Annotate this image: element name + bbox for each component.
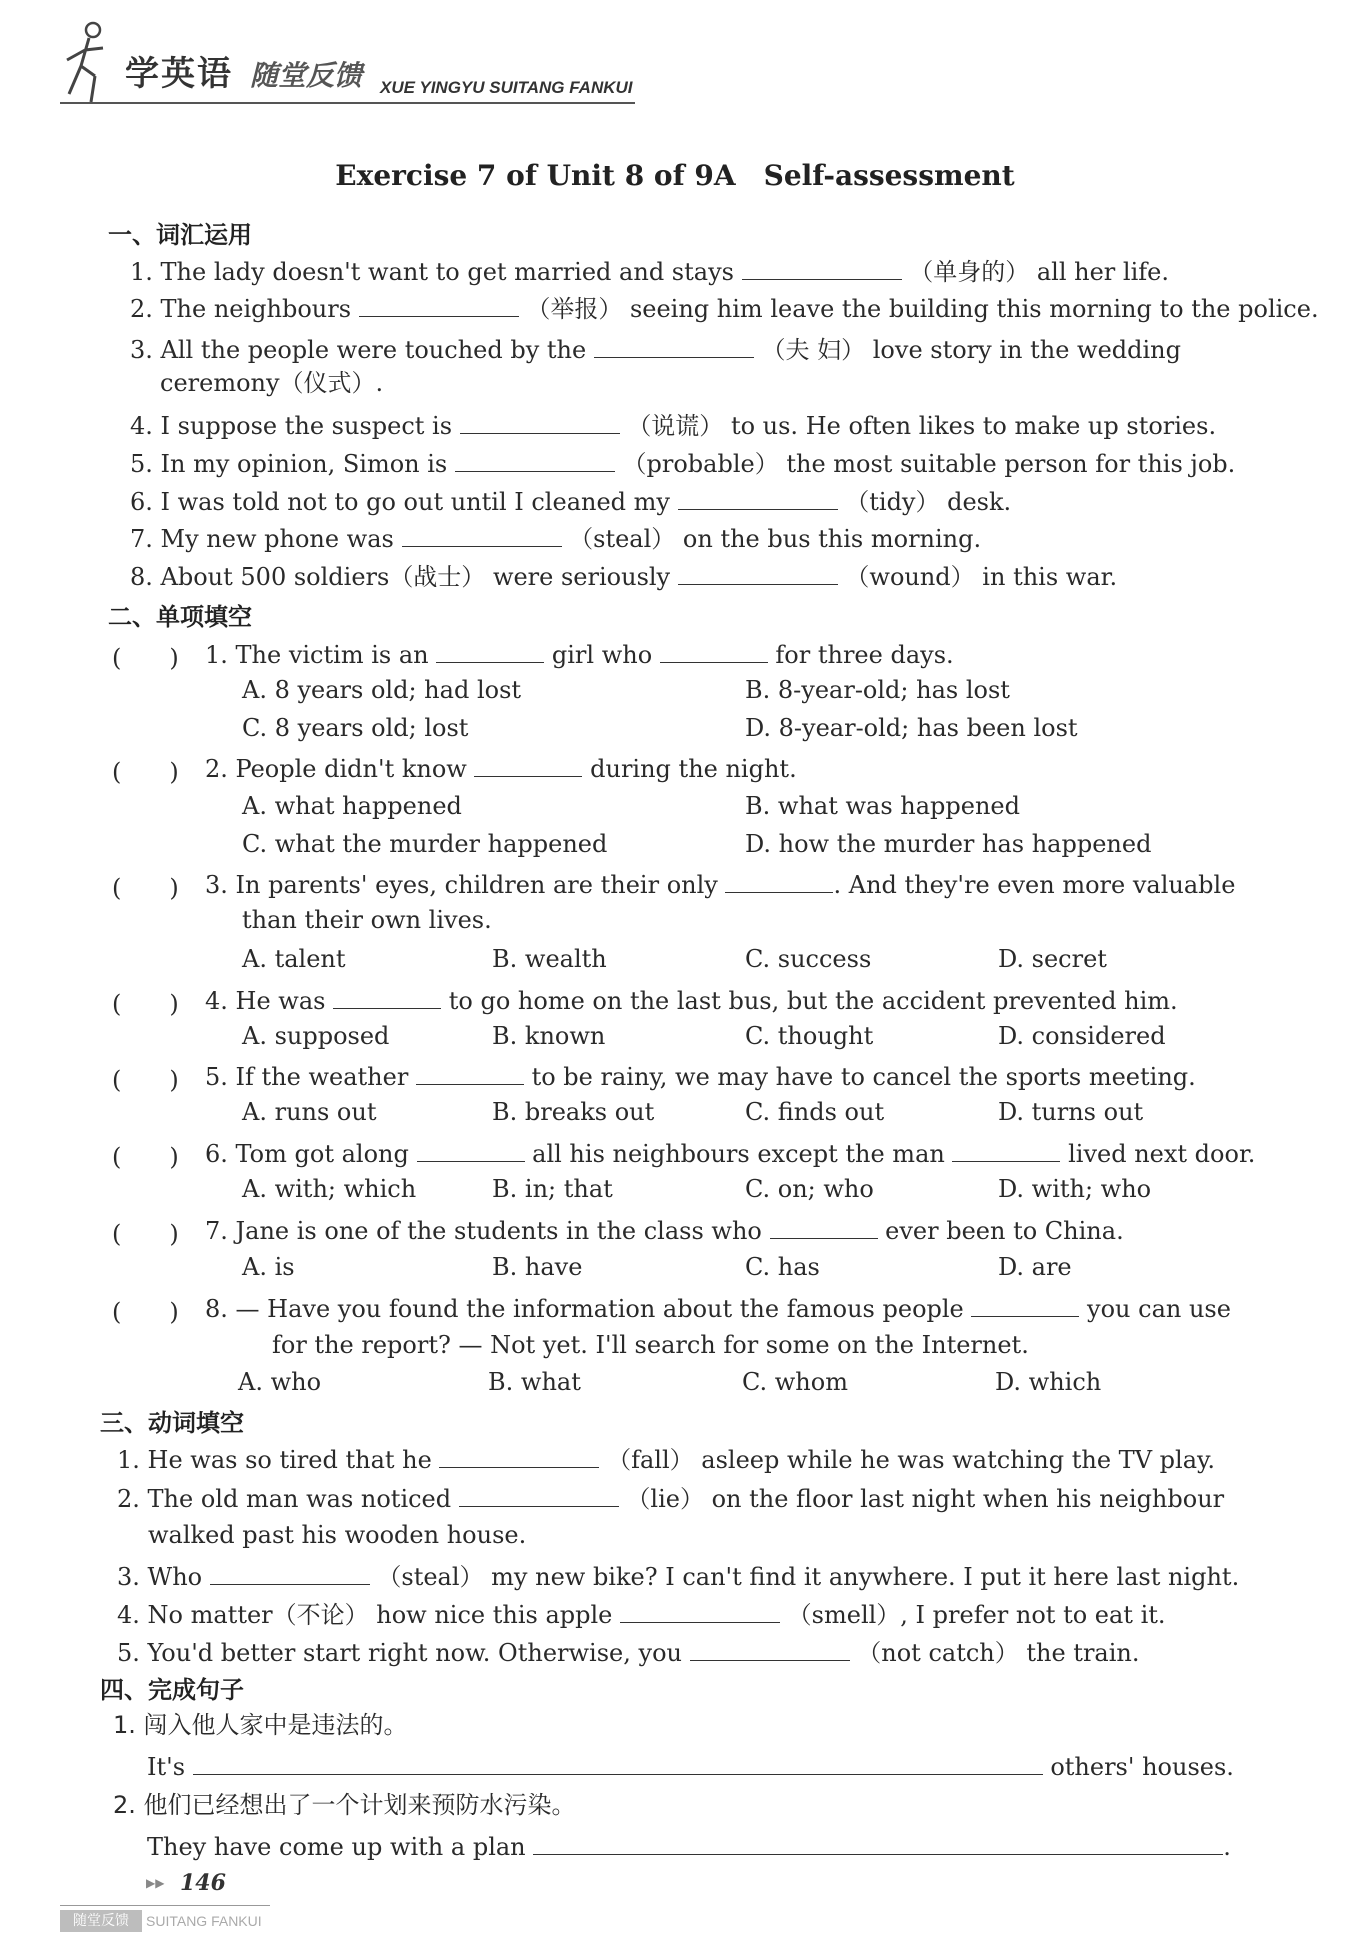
vocab-q3 <box>130 333 1181 365</box>
verbs-q1-hint: （fall） asleep while he was watching the TV play. <box>607 1446 1216 1474</box>
mc-q8-option-b[interactable]: B. what <box>488 1368 581 1396</box>
mc-q3 <box>205 868 1235 900</box>
mc-q8-blank[interactable] <box>971 1292 1079 1317</box>
vocab-q3-hint: （夫 妇） love story in the wedding <box>761 336 1182 364</box>
verbs-q3-hint: （steal） my new bike? I can't find it anywhere. I put it here last night. <box>377 1563 1240 1591</box>
vocab-q7-hint: （steal） on the bus this morning. <box>569 525 982 553</box>
mc-q1-text-3: for three days. <box>775 641 954 669</box>
mc-q1-text: 1. The victim is an <box>205 641 429 669</box>
verbs-q2 <box>117 1482 1224 1514</box>
verbs-q3 <box>117 1560 1239 1592</box>
mc-q6-blank-1[interactable] <box>417 1137 525 1162</box>
footer-arrow-icon: ▶▶ <box>146 1876 165 1890</box>
sentences-q2-end: . <box>1223 1833 1231 1861</box>
verbs-q2-text: 2. The old man was noticed <box>117 1485 452 1513</box>
mc-q2-option-d[interactable]: D. how the murder has happened <box>745 830 1152 858</box>
header-divider <box>60 102 635 104</box>
vocab-q4-text: 4. I suppose the suspect is <box>130 412 453 440</box>
vocab-q4-hint: （说谎） to us. He often likes to make up stories. <box>627 412 1217 440</box>
verbs-q1-blank[interactable] <box>439 1443 599 1468</box>
mc-q6-blank-2[interactable] <box>952 1137 1060 1162</box>
vocab-q7-text: 7. My new phone was <box>130 525 394 553</box>
mc-q7-option-d[interactable]: D. are <box>998 1253 1072 1281</box>
verbs-q4-hint: （smell）, I prefer not to eat it. <box>787 1601 1166 1629</box>
mc-q8-continued: for the report? — Not yet. I'll search for some on the Internet. <box>272 1331 1029 1359</box>
footer-tag-pinyin: SUITANG FANKUI <box>146 1913 262 1929</box>
vocab-q1-text: 1. The lady doesn't want to get married and stays <box>130 258 734 286</box>
mc-q5-option-a[interactable]: A. runs out <box>242 1098 377 1126</box>
mc-q8 <box>205 1292 1231 1324</box>
section-vocab-heading: 一、词汇运用 <box>108 221 252 249</box>
vocab-q6-text: 6. I was told not to go out until I cleaned my <box>130 488 670 516</box>
header-title: 学英语 <box>125 54 233 94</box>
vocab-q1 <box>130 255 1169 287</box>
section-verbs-heading: 三、动词填空 <box>100 1409 244 1437</box>
verbs-q5-text: 5. You'd better start right now. Otherwise, you <box>117 1639 682 1667</box>
verbs-q1 <box>117 1443 1215 1475</box>
mc-q1-option-c[interactable]: C. 8 years old; lost <box>242 714 469 742</box>
verbs-q5-blank[interactable] <box>690 1636 850 1661</box>
mc-q7-option-c[interactable]: C. has <box>745 1253 820 1281</box>
mc-q8-option-c[interactable]: C. whom <box>742 1368 848 1396</box>
verbs-q4-blank[interactable] <box>620 1598 780 1623</box>
mc-q6-text: 6. Tom got along <box>205 1140 409 1168</box>
page-number: 146 <box>180 1870 226 1896</box>
verbs-q2-hint: （lie） on the floor last night when his neighbour <box>626 1485 1225 1513</box>
mc-q8-option-d[interactable]: D. which <box>995 1368 1102 1396</box>
header-pinyin: XUE YINGYU SUITANG FANKUI <box>380 78 633 97</box>
mc-q7-text-2: ever been to China. <box>885 1217 1124 1245</box>
mc-q5-text-2: to be rainy, we may have to cancel the sports meeting. <box>531 1063 1196 1091</box>
mc-q3-option-b[interactable]: B. wealth <box>492 945 607 973</box>
sentences-q2-blank[interactable] <box>533 1830 1223 1855</box>
vocab-q7-blank[interactable] <box>402 522 562 547</box>
mc-q7-option-a[interactable]: A. is <box>242 1253 295 1281</box>
verbs-q5 <box>117 1636 1140 1668</box>
sentences-q1 <box>147 1750 1237 1782</box>
mc-q1-option-b[interactable]: B. 8-year-old; has lost <box>745 676 1010 704</box>
mc-q1-option-a[interactable]: A. 8 years old; had lost <box>242 676 522 704</box>
mc-q4-text: 4. He was <box>205 987 326 1015</box>
mc-q8-text-2: you can use <box>1087 1295 1231 1323</box>
mc-q7-answer-paren[interactable]: ( ) <box>112 1220 179 1248</box>
mc-q5-answer-paren[interactable]: ( ) <box>112 1066 179 1094</box>
mc-q2-option-a[interactable]: A. what happened <box>242 792 462 820</box>
vocab-q5 <box>130 447 1235 479</box>
mc-q4-text-2: to go home on the last bus, but the accident prevented him. <box>448 987 1178 1015</box>
mc-q1-option-d[interactable]: D. 8-year-old; has been lost <box>745 714 1078 742</box>
sentences-q1-end: others' houses. <box>1050 1753 1234 1781</box>
mc-q8-answer-paren[interactable]: ( ) <box>112 1298 179 1326</box>
mc-q6 <box>205 1137 1255 1169</box>
footer-divider <box>60 1905 270 1906</box>
mc-q2-text-2: during the night. <box>590 755 797 783</box>
footer-tag: 随堂反馈 <box>60 1910 142 1932</box>
mc-q7 <box>205 1214 1124 1246</box>
vocab-q5-blank[interactable] <box>455 447 615 472</box>
sentences-q1-blank[interactable] <box>193 1750 1043 1775</box>
mc-q2-text: 2. People didn't know <box>205 755 467 783</box>
mc-q3-text-2: . And they're even more valuable <box>833 871 1236 899</box>
vocab-q1-blank[interactable] <box>742 255 902 280</box>
verbs-q4-text: 4. No matter（不论） how nice this apple <box>117 1601 613 1629</box>
mc-q3-answer-paren[interactable]: ( ) <box>112 874 179 902</box>
sentences-q1-start: It's <box>147 1753 186 1781</box>
vocab-q8-hint: （wound） in this war. <box>845 563 1118 591</box>
mc-q3-continued: than their own lives. <box>242 906 492 934</box>
mc-q7-blank[interactable] <box>770 1214 878 1239</box>
mc-q6-option-b[interactable]: B. in; that <box>492 1175 613 1203</box>
mc-q6-text-2: all his neighbours except the man <box>532 1140 945 1168</box>
mc-q6-option-d[interactable]: D. with; who <box>998 1175 1152 1203</box>
mc-q6-option-c[interactable]: C. on; who <box>745 1175 874 1203</box>
mc-q1-blank-2[interactable] <box>660 638 768 663</box>
verbs-q3-blank[interactable] <box>210 1560 370 1585</box>
mc-q1-answer-paren[interactable]: ( ) <box>112 644 179 672</box>
vocab-q6-hint: （tidy） desk. <box>845 488 1012 516</box>
mc-q1 <box>205 638 954 670</box>
sentences-q2-chinese: 2. 他们已经想出了一个计划来预防水污染。 <box>113 1791 576 1819</box>
vocab-q8-blank[interactable] <box>678 560 838 585</box>
mc-q4-blank[interactable] <box>333 984 441 1009</box>
vocab-q8 <box>130 560 1117 592</box>
vocab-q5-text: 5. In my opinion, Simon is <box>130 450 448 478</box>
mc-q2 <box>205 752 797 784</box>
vocab-q2-blank[interactable] <box>359 292 519 317</box>
verbs-q2-continued: walked past his wooden house. <box>148 1521 527 1549</box>
verbs-q5-hint: （not catch） the train. <box>857 1639 1140 1667</box>
header-subtitle: 随堂反馈 <box>250 59 363 92</box>
mc-q1-blank-1[interactable] <box>436 638 544 663</box>
section-mc-heading: 二、单项填空 <box>108 603 252 631</box>
mc-q5 <box>205 1060 1196 1092</box>
mc-q6-text-3: lived next door. <box>1068 1140 1256 1168</box>
mc-q5-text: 5. If the weather <box>205 1063 409 1091</box>
mc-q4-answer-paren[interactable]: ( ) <box>112 990 179 1018</box>
header-banner <box>55 14 685 114</box>
mc-q6-answer-paren[interactable]: ( ) <box>112 1143 179 1171</box>
vocab-q3-continued: ceremony（仪式）. <box>160 369 384 397</box>
vocab-q1-hint: （单身的） all her life. <box>909 258 1169 286</box>
vocab-q2-text: 2. The neighbours <box>130 295 352 323</box>
vocab-q3-text: 3. All the people were touched by the <box>130 336 587 364</box>
verbs-q2-blank[interactable] <box>459 1482 619 1507</box>
mc-q8-text: 8. — Have you found the information about the famous people <box>205 1295 964 1323</box>
runner-logo-icon <box>55 14 125 114</box>
mc-q8-option-a[interactable]: A. who <box>238 1368 322 1396</box>
mc-q7-option-b[interactable]: B. have <box>492 1253 583 1281</box>
section-sentences-heading: 四、完成句子 <box>100 1676 244 1704</box>
mc-q5-option-b[interactable]: B. breaks out <box>492 1098 655 1126</box>
page-title: Exercise 7 of Unit 8 of 9A Self-assessment <box>335 159 1015 192</box>
vocab-q8-text: 8. About 500 soldiers（战士） were seriously <box>130 563 671 591</box>
vocab-q7 <box>130 522 981 554</box>
mc-q3-blank[interactable] <box>725 868 833 893</box>
mc-q2-blank[interactable] <box>474 752 582 777</box>
mc-q3-text: 3. In parents' eyes, children are their only <box>205 871 718 899</box>
mc-q4-option-b[interactable]: B. known <box>492 1022 606 1050</box>
mc-q6-option-a[interactable]: A. with; which <box>242 1175 417 1203</box>
vocab-q4-blank[interactable] <box>460 409 620 434</box>
vocab-q2-hint: （举报） seeing him leave the building this morning to the police. <box>526 295 1319 323</box>
verbs-q4 <box>117 1598 1166 1630</box>
mc-q5-option-d[interactable]: D. turns out <box>998 1098 1144 1126</box>
sentences-q1-chinese: 1. 闯入他人家中是违法的。 <box>113 1711 408 1739</box>
mc-q3-option-c[interactable]: C. success <box>745 945 872 973</box>
verbs-q3-text: 3. Who <box>117 1563 203 1591</box>
mc-q2-answer-paren[interactable]: ( ) <box>112 758 179 786</box>
mc-q2-option-b[interactable]: B. what was happened <box>745 792 1020 820</box>
mc-q3-option-d[interactable]: D. secret <box>998 945 1107 973</box>
mc-q1-text-2: girl who <box>551 641 653 669</box>
mc-q5-blank[interactable] <box>416 1060 524 1085</box>
mc-q2-option-c[interactable]: C. what the murder happened <box>242 830 608 858</box>
verbs-q1-text: 1. He was so tired that he <box>117 1446 432 1474</box>
vocab-q5-hint: （probable） the most suitable person for this job. <box>622 450 1236 478</box>
vocab-q2 <box>130 292 1319 324</box>
mc-q4-option-a[interactable]: A. supposed <box>242 1022 390 1050</box>
mc-q4-option-c[interactable]: C. thought <box>745 1022 874 1050</box>
mc-q3-option-a[interactable]: A. talent <box>242 945 346 973</box>
vocab-q6-blank[interactable] <box>678 485 838 510</box>
mc-q5-option-c[interactable]: C. finds out <box>745 1098 885 1126</box>
vocab-q4 <box>130 409 1216 441</box>
vocab-q6 <box>130 485 1011 517</box>
mc-q4-option-d[interactable]: D. considered <box>998 1022 1166 1050</box>
mc-q4 <box>205 984 1178 1016</box>
mc-q7-text: 7. Jane is one of the students in the class who <box>205 1217 762 1245</box>
sentences-q2 <box>147 1830 1231 1862</box>
sentences-q2-start: They have come up with a plan <box>147 1833 526 1861</box>
vocab-q3-blank[interactable] <box>594 333 754 358</box>
